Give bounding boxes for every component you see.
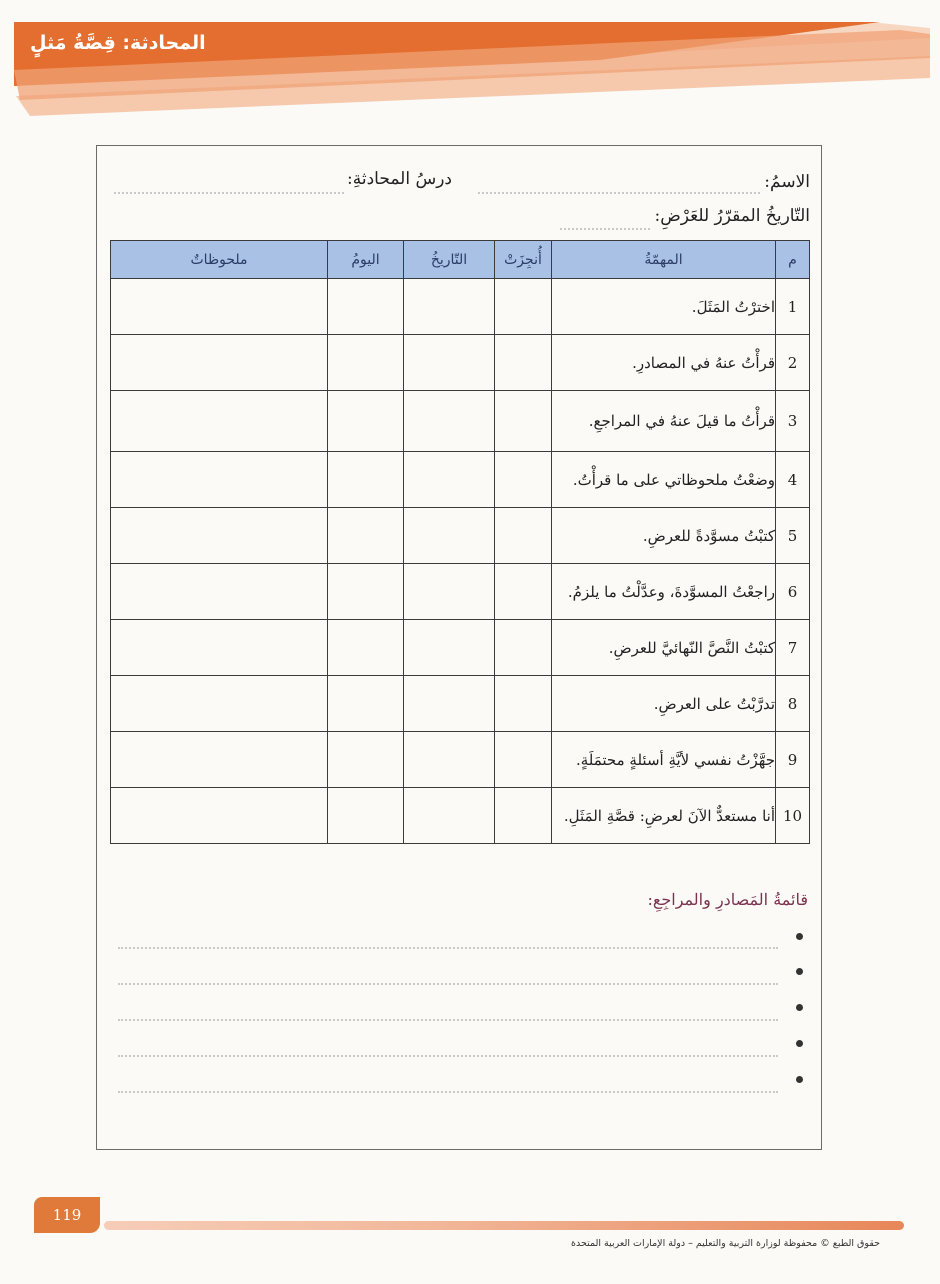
header-banner-graphic xyxy=(0,0,940,120)
row-date-cell[interactable] xyxy=(404,279,495,335)
name-line[interactable] xyxy=(478,192,760,194)
bullet-icon xyxy=(796,968,803,975)
table-header-row xyxy=(111,241,810,279)
row-task: اخترْتُ المَثَلَ. xyxy=(552,279,776,335)
lesson-label: درسُ المحادثةِ: xyxy=(347,169,452,189)
row-done-cell[interactable] xyxy=(495,620,552,676)
source-line-3[interactable] xyxy=(118,1019,778,1021)
row-date-cell[interactable] xyxy=(404,335,495,391)
row-day-cell[interactable] xyxy=(328,508,404,564)
row-day-cell[interactable] xyxy=(328,620,404,676)
row-number: 1 xyxy=(776,279,810,335)
row-day-cell[interactable] xyxy=(328,732,404,788)
row-notes-cell[interactable] xyxy=(111,508,328,564)
header-date: التّاريخُ xyxy=(404,241,495,279)
source-line-2[interactable] xyxy=(118,983,778,985)
row-number: 10 xyxy=(776,788,810,844)
row-number: 3 xyxy=(776,391,810,452)
row-done-cell[interactable] xyxy=(495,788,552,844)
bullet-icon xyxy=(796,933,803,940)
date-line[interactable] xyxy=(560,228,650,230)
row-day-cell[interactable] xyxy=(328,391,404,452)
header-task: المهمّةُ xyxy=(552,241,776,279)
row-date-cell[interactable] xyxy=(404,620,495,676)
row-day-cell[interactable] xyxy=(328,452,404,508)
source-line-5[interactable] xyxy=(118,1091,778,1093)
row-done-cell[interactable] xyxy=(495,279,552,335)
date-label: التّاريخُ المقرّرُ للعَرْضِ: xyxy=(654,206,810,226)
table-row xyxy=(111,620,810,676)
footer-bar xyxy=(104,1221,904,1230)
row-number: 2 xyxy=(776,335,810,391)
table-row xyxy=(111,564,810,620)
row-date-cell[interactable] xyxy=(404,508,495,564)
bullet-icon xyxy=(796,1004,803,1011)
table-row xyxy=(111,452,810,508)
row-day-cell[interactable] xyxy=(328,676,404,732)
row-number: 7 xyxy=(776,620,810,676)
row-done-cell[interactable] xyxy=(495,676,552,732)
task-table xyxy=(110,240,810,844)
row-notes-cell[interactable] xyxy=(111,564,328,620)
row-task: أنا مستعدٌّ الآنَ لعرضِ: قصَّةِ المَثَلِ. xyxy=(552,788,776,844)
row-day-cell[interactable] xyxy=(328,564,404,620)
row-day-cell[interactable] xyxy=(328,279,404,335)
table-row xyxy=(111,391,810,452)
row-number: 8 xyxy=(776,676,810,732)
row-notes-cell[interactable] xyxy=(111,732,328,788)
row-task: قرأْتُ ما قيلَ عنهُ في المراجعِ. xyxy=(552,391,776,452)
row-date-cell[interactable] xyxy=(404,391,495,452)
header-notes: ملحوظاتٌ xyxy=(111,241,328,279)
row-done-cell[interactable] xyxy=(495,452,552,508)
row-task: راجعْتُ المسوَّدةَ، وعدَّلْتُ ما يلزمُ. xyxy=(552,564,776,620)
row-done-cell[interactable] xyxy=(495,508,552,564)
row-task: وضعْتُ ملحوظاتي على ما قرأْتُ. xyxy=(552,452,776,508)
table-row xyxy=(111,279,810,335)
table-row xyxy=(111,508,810,564)
row-task: جهَّزْتُ نفسي لأيَّةِ أسئلةٍ محتمَلَةٍ. xyxy=(552,732,776,788)
row-number: 5 xyxy=(776,508,810,564)
table-row xyxy=(111,788,810,844)
row-done-cell[interactable] xyxy=(495,564,552,620)
row-day-cell[interactable] xyxy=(328,788,404,844)
row-date-cell[interactable] xyxy=(404,564,495,620)
row-notes-cell[interactable] xyxy=(111,279,328,335)
row-day-cell[interactable] xyxy=(328,335,404,391)
copyright-text: حقوق الطبع © محفوظة لوزارة التربية والتعليم – دولة الإمارات العربية المتحدة xyxy=(571,1238,880,1249)
header-done: أُنجِزَتْ xyxy=(495,241,552,279)
row-number: 4 xyxy=(776,452,810,508)
bullet-icon xyxy=(796,1076,803,1083)
source-line-1[interactable] xyxy=(118,947,778,949)
header-title: المحادثة: قِصَّةُ مَثلٍ xyxy=(30,32,206,54)
row-done-cell[interactable] xyxy=(495,391,552,452)
lesson-line[interactable] xyxy=(114,192,344,194)
row-notes-cell[interactable] xyxy=(111,788,328,844)
row-notes-cell[interactable] xyxy=(111,620,328,676)
table-row xyxy=(111,676,810,732)
header-day: اليومُ xyxy=(328,241,404,279)
row-notes-cell[interactable] xyxy=(111,676,328,732)
row-date-cell[interactable] xyxy=(404,676,495,732)
row-notes-cell[interactable] xyxy=(111,335,328,391)
table-row xyxy=(111,732,810,788)
row-task: قرأْتُ عنهُ في المصادرِ. xyxy=(552,335,776,391)
sources-title: قائمةُ المَصادرِ والمراجِعِ: xyxy=(647,890,808,909)
table-row xyxy=(111,335,810,391)
page-number: 119 xyxy=(34,1197,100,1233)
bullet-icon xyxy=(796,1040,803,1047)
page-header xyxy=(0,0,940,120)
row-task: كتبْتُ مسوَّدةً للعرضِ. xyxy=(552,508,776,564)
row-done-cell[interactable] xyxy=(495,732,552,788)
row-done-cell[interactable] xyxy=(495,335,552,391)
row-date-cell[interactable] xyxy=(404,788,495,844)
row-notes-cell[interactable] xyxy=(111,452,328,508)
row-task: تدرَّبْتُ على العرضِ. xyxy=(552,676,776,732)
header-number: م xyxy=(776,241,810,279)
row-date-cell[interactable] xyxy=(404,452,495,508)
name-label: الاسمُ: xyxy=(764,172,810,192)
row-task: كتبْتُ النَّصَّ النّهائيَّ للعرضِ. xyxy=(552,620,776,676)
row-notes-cell[interactable] xyxy=(111,391,328,452)
row-number: 6 xyxy=(776,564,810,620)
row-number: 9 xyxy=(776,732,810,788)
row-date-cell[interactable] xyxy=(404,732,495,788)
source-line-4[interactable] xyxy=(118,1055,778,1057)
